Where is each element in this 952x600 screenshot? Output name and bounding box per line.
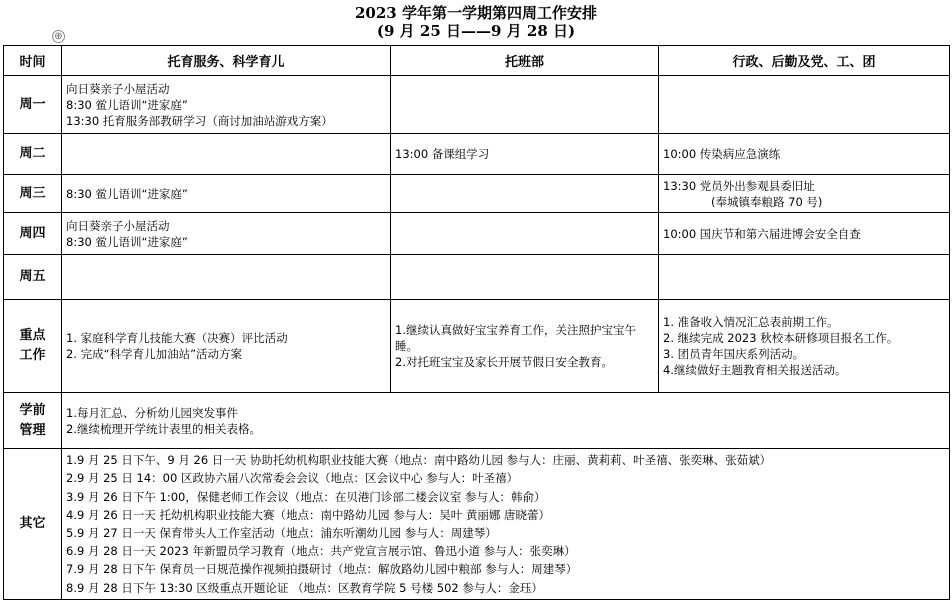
wednesday-childcare-cell: [62, 175, 391, 213]
other-item: 7.9 月 28 日下午 保育员一日规范操作视频拍摄研讨（地点：解放路幼儿园中粮部 参与人：周建琴）: [66, 562, 578, 577]
header-time: 时间: [4, 46, 62, 76]
other-cell: [62, 449, 950, 600]
header-row: [4, 46, 950, 76]
tuesday-admin-cell: [659, 134, 950, 175]
friday-childcare-cell: [62, 255, 391, 300]
row-preschool-management: [4, 393, 950, 449]
header-childcare: 托育服务、科学育儿: [62, 46, 391, 76]
key-work-item: 1. 准备收入情况汇总表前期工作。: [663, 315, 839, 329]
other-item: 8.9 月 28 日下午 13:30 区级重点开题论证 （地点：区教育学院 5 号楼 502 参与人：金珏）: [66, 580, 543, 595]
monday-childcare-cell: [62, 76, 391, 134]
other-item: 6.9 月 28 日一天 2023 年新盟员学习教育（地点：共产党宣言展示馆、鲁迅小道 参与人：张奕琳）: [66, 544, 576, 559]
wednesday-admin-item: (奉城镇奉粮路 70 号): [711, 194, 823, 209]
page-title: 2023 学年第一学期第四周工作安排: [355, 4, 597, 22]
monday-nursery-cell: [391, 76, 659, 134]
friday-nursery-cell: [391, 255, 659, 300]
other-item: 1.9 月 25 日下午、9 月 26 日一天 协助托幼机构职业技能大赛（地点：南中路幼儿园 参与人：庄丽、黄莉莉、叶圣禧、张奕琳、张茹斌）: [66, 453, 772, 468]
preschool-item: 2.继续梳理开学统计表里的相关表格。: [66, 421, 261, 436]
row-friday: [4, 255, 950, 300]
thursday-childcare-item: 向日葵亲子小屋活动: [66, 218, 170, 233]
monday-childcare-item: 向日葵亲子小屋活动: [66, 81, 170, 96]
schedule-table: [3, 45, 950, 600]
tuesday-nursery-cell: [391, 134, 659, 175]
key-work-item: 1. 家庭科学育儿技能大赛（决赛）评比活动: [66, 331, 288, 345]
thursday-childcare-item: 8:30 鲎儿语训“进家庭”: [66, 234, 188, 249]
day-label: 周一: [4, 76, 62, 134]
monday-admin-cell: [659, 76, 950, 134]
row-monday: [4, 76, 950, 134]
other-item: 3.9 月 26 日下午 1:00，保健老师工作会议（地点：在贝港门诊部二楼会议室 参与人：韩俞）: [66, 489, 546, 504]
monday-childcare-item: 8:30 鲎儿语训“进家庭”: [66, 97, 188, 112]
day-label: 周五: [4, 255, 62, 300]
key-work-item: 3. 团员青年国庆系列活动。: [663, 347, 805, 361]
thursday-admin-cell: [659, 213, 950, 255]
wednesday-admin-item: 13:30 党员外出参观县委旧址: [663, 178, 815, 193]
day-label: 周二: [4, 134, 62, 175]
preschool-item: 1.每月汇总、分析幼儿园突发事件: [66, 405, 238, 420]
row-other: [4, 449, 950, 600]
key-work-item: 2. 继续完成 2023 秋校本研修项目报名工作。: [663, 331, 899, 345]
wednesday-admin-cell: [659, 175, 950, 213]
friday-admin-cell: [659, 255, 950, 300]
other-item: 2.9 月 25 日 14：00 区政协六届八次常委会会议（地点：区会议中心 参与人：叶圣禧）: [66, 471, 519, 486]
row-thursday: [4, 213, 950, 255]
thursday-childcare-cell: [62, 213, 391, 255]
table-move-handle-icon[interactable]: ⊕: [52, 30, 65, 43]
preschool-cell: [62, 393, 950, 449]
tuesday-admin-item: 10:00 传染病应急演练: [663, 147, 781, 161]
header-nursery-class: 托班部: [391, 46, 659, 76]
key-work-admin-cell: [659, 300, 950, 393]
key-work-childcare-cell: [62, 300, 391, 393]
header-admin: 行政、后勤及党、工、团: [659, 46, 950, 76]
monday-childcare-item: 13:30 托育服务部教研学习（商讨加油站游戏方案）: [66, 113, 333, 128]
other-item: 4.9 月 26 日一天 托幼机构职业技能大赛（地点：南中路幼儿园 参与人：吴叶 黄丽娜 唐晓蕾）: [66, 507, 551, 522]
preschool-label: 学前 管理: [4, 393, 62, 449]
wednesday-childcare-item: 8:30 鲎儿语训“进家庭”: [66, 186, 188, 201]
key-work-item: 4.继续做好主题教育相关报送活动。: [663, 363, 847, 377]
thursday-admin-item: 10:00 国庆节和第六届进博会安全自查: [663, 226, 861, 241]
thursday-nursery-cell: [391, 213, 659, 255]
date-range-title: (9 月 25 日——9 月 28 日): [376, 22, 576, 40]
other-item: 5.9 月 27 日一天 保育带头人工作室活动（地点：浦东听潮幼儿园 参与人：周建琴）: [66, 526, 497, 540]
key-work-nursery-cell: [391, 300, 659, 393]
row-tuesday: [4, 134, 950, 175]
tuesday-nursery-item: 13:00 备课组学习: [395, 147, 490, 161]
day-label: 周三: [4, 175, 62, 213]
key-work-item: 2.对托班宝宝及家长开展节假日安全教育。: [395, 355, 613, 369]
wednesday-nursery-cell: [391, 175, 659, 213]
key-work-item: 2. 完成“科学育儿加油站”活动方案: [66, 347, 243, 361]
key-work-label: 重点 工作: [4, 300, 62, 393]
day-label: 周四: [4, 213, 62, 255]
tuesday-childcare-cell: [62, 134, 391, 175]
row-wednesday: [4, 175, 950, 213]
row-key-work: [4, 300, 950, 393]
key-work-item: 1.继续认真做好宝宝养育工作，关注照护宝宝午睡。: [395, 323, 636, 353]
other-label: 其它: [4, 449, 62, 600]
